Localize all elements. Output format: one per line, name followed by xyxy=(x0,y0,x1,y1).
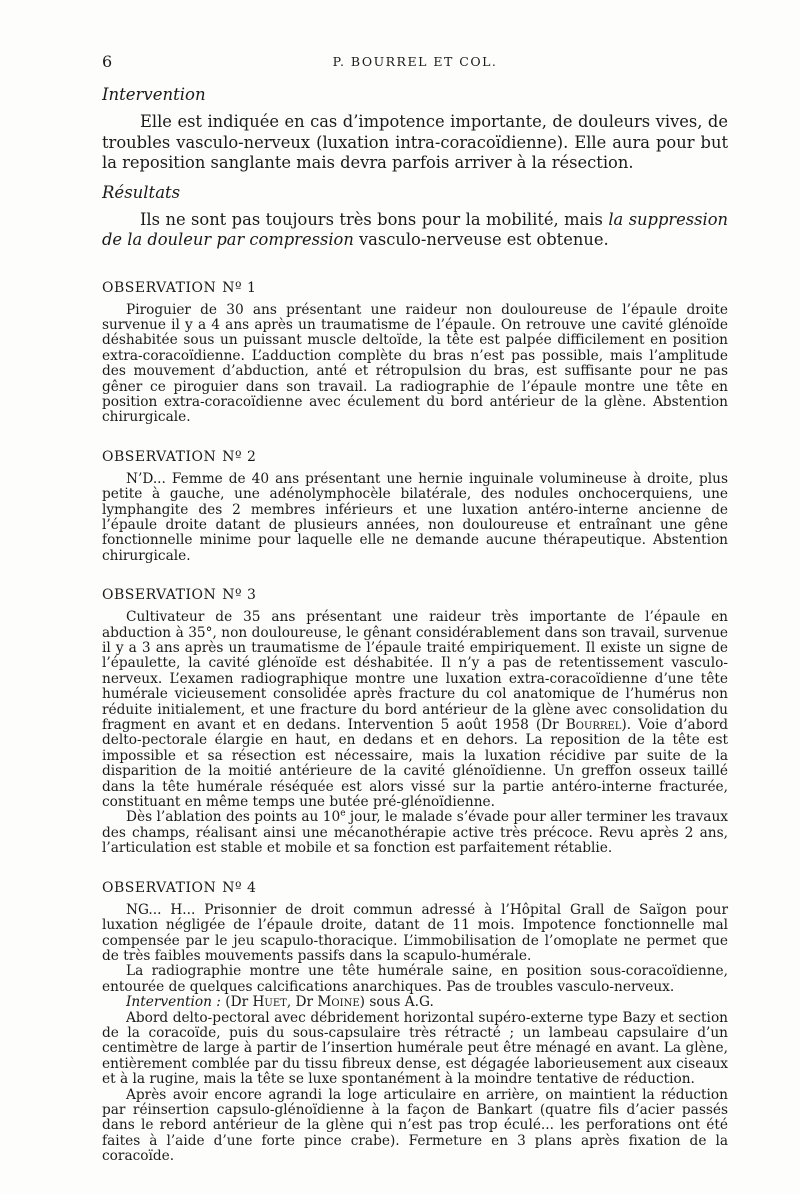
running-title: P. BOURREL ET COL. xyxy=(332,54,498,69)
observation-2-heading xyxy=(102,448,728,466)
obs3-text-a: Cultivateur de 35 ans présentant une raideur très importante de l’épaule en abduction à 35°, non douloureuse, le gênant considérablement dans son travail, survenue il y a 3 ans après un traumatisme de l’épaule traité empiriquement. Il existe un signe de l’épaulette, la cavité glénoïde est déshabitée. Il n’y a pas de retentissement vasculo-nerveux. L’examen radiographique montre une luxation extra-coracoïdienne d’une tête humérale vicieusement consolidée après fracture du col anatomique de l’humérus non réduite initialement, et une fracture du bord antérieur de la glène avec consolidation du fragment en avant et en dedans. Intervention 5 août 1958 (Dr xyxy=(102,609,728,734)
observation-1-heading xyxy=(102,279,728,297)
main-content xyxy=(102,84,728,1165)
observation-1-paragraph: Piroguier de 30 ans présentant une raideur non douloureuse de l’épaule droite survenue il y a 4 ans après un traumatisme de l’épaule. On retrouve une cavité glénoïde déshabitée sous un puissant muscle deltoïde, la tête est palpée difficilement en position extra-coracoïdienne. L’adduction complète du bras n’est pas possible, mais l’amplitude des mouvement d’abduction, anté et rétropulsion du bras, est suffisante pour ne pas gêner ce piroguier dans son travail. La radiographie de l’épaule montre une tête en position extra-coracoïdienne avec éculement du bord antérieur de la glène. Abstention chirurgicale. xyxy=(102,301,728,426)
resultats-paragraph xyxy=(102,210,728,251)
observation-label: OBSERVATION xyxy=(102,587,217,604)
observation-number: Nº 1 xyxy=(222,279,257,296)
observation-4-heading xyxy=(102,879,728,897)
observation-label: OBSERVATION xyxy=(102,279,217,296)
observation-4-paragraph-4: Abord delto-pectoral avec débridement horizontal supéro-externe type Bazy et section de la coracoïde, puis du sous-capsulaire très rétracté ; un lambeau capsulaire d’un centimètre de large à partir de l’insertion humérale peut être ménagé en avant. La glène, entièrement comblée par du tissu fibreux dense, est dégagée laborieusement aux ciseaux et à la rugine, mais la tête se luxe spontanément à la moindre tentative de réduction. xyxy=(102,1009,728,1088)
intervention-label: Intervention : xyxy=(126,994,221,1011)
page-header xyxy=(102,52,728,72)
observation-4-paragraph-3 xyxy=(102,995,728,1010)
obs4-p3-text-b: , Dr xyxy=(286,994,318,1011)
observation-4-paragraph-2: La radiographie montre une tête humérale saine, en position sous-coracoïdienne, entourée de quelques calcifications anarchiques. Pas de troubles vasculo-nerveux. xyxy=(102,963,728,995)
observation-4-paragraph-1: NG... H... Prisonnier de droit commun adressé à l’Hôpital Grall de Saïgon pour luxation négligée de l’épaule droite, datant de 11 mois. Impotence fonctionnelle mal compensée par le jeu scapulo-thoracique. L’immobilisation de l’omoplate ne permet que de très faibles mouvements passifs dans la scapulo-humérale. xyxy=(102,901,728,964)
observation-4-paragraph-5: Après avoir encore agrandi la loge articulaire en arrière, on maintient la réduction par réinsertion capsulo-glénoïdienne à la façon de Bankart (quatre fils d’acier passés dans le rebord antérieur de la glène qui n’est pas trop éculé... les perforations ont été faites à l’aide d’une forte pince crabe). Fermeture en 3 plans après fixation de la coracoïde. xyxy=(102,1086,728,1165)
obs4-p3-text-a: (Dr xyxy=(220,994,253,1011)
obs3-p2-text-b: jour, le malade s’évade pour aller terminer les travaux des champs, réalisant ainsi une mécanothérapie active très précoce. Revu après 2 ans, l’articulation est stable et mobile et sa fonction est parfaitement rétablie. xyxy=(102,809,728,857)
resultats-text-b: vasculo-nerveuse est obtenue. xyxy=(353,230,609,249)
observation-3-paragraph-2 xyxy=(102,810,728,856)
obs3-p2-text-a: Dès l’ablation des points au 10 xyxy=(126,809,341,826)
observation-3-paragraph-1 xyxy=(102,610,728,810)
obs4-p3-text-c: ) sous A.G. xyxy=(359,994,434,1011)
resultats-text-italic: la suppression de la douleur par compression xyxy=(102,209,728,249)
section-title-intervention: Intervention xyxy=(102,85,206,104)
author-name-moine: Moine xyxy=(317,994,360,1011)
observation-2-paragraph: N’D... Femme de 40 ans présentant une hernie inguinale volumineuse à droite, plus petite à gauche, une adénolymphocèle bilatérale, des nodules onchocerquiens, une lymphangite des 2 membres inférieurs et une luxation antéro-interne ancienne de l’épaule droite datant de plusieurs années, non douloureuse et entraînant une gêne fonctionnelle minime pour laquelle elle ne demande aucune thérapeutique. Abstention chirurgicale. xyxy=(102,470,728,564)
author-name-huet: Huet xyxy=(252,994,287,1011)
observation-label: OBSERVATION xyxy=(102,448,217,465)
observation-number: Nº 4 xyxy=(222,879,257,896)
section-title-resultats: Résultats xyxy=(102,182,181,202)
intervention-paragraph: Elle est indiquée en cas d’impotence importante, de douleurs vives, de troubles vasculo-nerveux (luxation intra-coracoïdienne). Elle aura pour but la reposition sanglante mais devra parfois arriver à la résection. xyxy=(102,112,728,172)
obs3-text-b: ). Voie d’abord delto-pectorale élargie en haut, en dedans et en dehors. La reposition de la tête est impossible et sa résection est nécessaire, mais la luxation récidive par suite de la disparition de la moitié antérieure de la cavité glénoïdienne. Un greffon osseux taillé dans la tête humérale réséquée est alors vissé sur la partie antéro-interne fracturée, constituant en même temps une butée pré-glénoïdienne. xyxy=(102,717,728,811)
author-name-bourrel: Bourrel xyxy=(565,717,622,734)
page-number: 6 xyxy=(102,52,113,71)
resultats-text-a: Ils ne sont pas toujours très bons pour la mobilité, mais xyxy=(140,209,609,229)
observation-number: Nº 2 xyxy=(222,448,257,465)
superscript-e: e xyxy=(340,808,346,819)
observation-3-heading xyxy=(102,586,728,604)
observation-label: OBSERVATION xyxy=(102,879,217,896)
observation-number: Nº 3 xyxy=(222,587,257,604)
